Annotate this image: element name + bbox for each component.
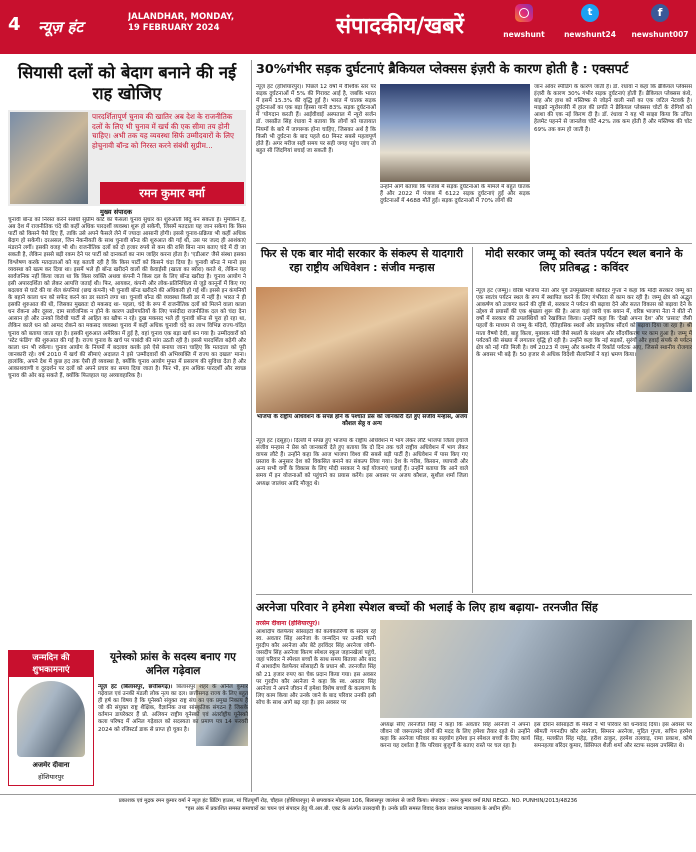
road-caption: उन्होंने आगे बताया कि पंजाब में सड़क दुर्घटनाओं के मामले में बहुत घातक हैं और 2022 में पंजाब में 6122 सड़क दुर्घटनाएं हुईं और सड़क दुर्घटनाओं में 4688 मौतें हुईं। सड़क दुर्घटनाओं में 70% लोगों की [380,184,530,205]
unesco-body [98,684,248,790]
modi-headline: फिर से एक बार मोदी सरकार के संकल्प से यादगारी रहा राष्ट्रीय अधिवेशन : संजीव मन्हास [260,247,464,274]
footer-disclaimer: *इस अंक में प्रकाशित समस्त समाचारों का चयन एवं संपादन हेतु पी.आर.बी. एक्ट के अंतर्गत उत्तरदायी है। उनके प्रति समस्त विवाद केवल जालंधर न्यायालय के अधीन होंगे। [185,806,511,812]
author-name: रमन कुमार वर्मा [100,182,244,204]
birthday-title-line1: जन्मदिन की [32,653,70,663]
birthday-title-line2: शुभकामनाएं [32,665,70,675]
road-col3: जान ओवर स्पीडिंग के कारण जाती है। डॉ. रंधावा ने कहा कि ब्रैकियल प्लेक्सस इंज़री के कारण 30% गंभीर सड़क दुर्घटनाएं होती हैं। ब्रैकियल प्लेक्सस कंधे, बांह और हाथ को मस्तिष्क से जोड़ने वाली नसों का एक जटिल नेटवर्क है। माइक्रो न्यूरोसर्जरी में हाल की प्रगति ने ब्रैकियल प्लेक्सस चोटों के रोगियों को आशा की एक नई किरण दी है। डॉ. रंधावा ने यह भी साझा किया कि उचित हेलमेट पहनने से जानलेवा चोटें 42% तक कम होती हैं और मस्तिष्क की चोट 69% तक कम हो जाती है। [534,84,692,133]
masthead [0,0,696,54]
dateline-date: 19 FEBRUARY 2024 [128,23,220,33]
arneja-col1: आशादीप वेलफेयर सोसाइटी की कार्यकारिणी के सदस्य रहे स्व. अवतार सिंह अरनेजा के जन्मदिन पर उनकी पत्नी गुरदीप कौर अरनेजा और बेटे हरविंदर सिंह अरनेजा जोगी-जसदीप सिंह अरनेजा किरण स्पेशल स्कूल जहानखेलां पहुंचे, जहां परिवार ने स्पेशल बच्चों के साथ समय बिताया और बाद में आशादीप वेलफेयर सोसाइटी के प्रधान श्री. तरनजीत सिंह को 21 हजार रुपए का चेक प्रदान किया गया। इस अवसर पर गुरदीप कौर अरनेजा ने कहा कि स्व. अवतार सिंह अरनेजा ने अपने जीवन में हमेशा विशेष बच्चों के कल्याण के लिए काम किया और उनके जाने के बाद परिवार उनकी इसी सोच के साथ आगे बढ़ रहा है। इस अवसर पर [256,629,376,706]
twitter-icon: t [581,4,599,22]
editorial-body: चुनावी बॉन्ड को निरस्त करने संबंधी सुप्रीम कोर्ट का फैसला चुनाव सुधार का शुरुआती बिंदु बन सकता है। मुमकिन है, अब देश में राजनीतिक चंदे की कहीं अधिक पारदर्शी व्यवस्था शुरू हो सकेगी, जिसमें मतदाता यह जान सकेगा कि किस पार्टी को किसने पैसे दिए हैं, ताकि उसे अपने फैसले लेने में ज्यादा आसानी होगी। इससे चुनाव-प्रक्रिया भी कहीं अधिक बेदाग हो सकेगी। दरअसल, जिन नेकनीयती के साथ चुनावी बॉन्ड की शुरुआत की गई थी, उस पर जल्द ही आशंकाएं मंडराने लगीं। इसकी वजह भी थी। राजनीतिक दलों को दो हजार रुपये से कम की राशि बिना नाम बताए चंदे में दी जा सकती है, लेकिन इससे बड़ी रकम देने पर पार्टी को दानकर्ता का नाम जाहिर करना होता है। 'एडीआर' जैसे संस्था इसका विश्लेषण करके मतदाताओं को यह बताती रही है कि किस पार्टी को किसने चंदा दिया है। चुनावी बॉन्ड ने मानो इस व्यवस्था को खत्म कर दिया था। इसमें भले ही बॉन्ड खरीदने वालों की केवाईसी (खाता का ब्योरा) करते थे, लेकिन यह सार्वजनिक नहीं किया जाता था कि किस व्यक्ति अथवा कंपनी ने किस दल के लिए बॉन्ड खरीदा है। चुनाव आयोग ने इसी अपारदर्शिता को लेकर आपत्ति जताई थी। फिर, आयकर, कंपनी और लोक-प्रतिनिधित्व से जुड़े कानूनों में किए गए बदलाव से घाटे की या शेल कंपनियां (छद्म कंपनी) भी चुनावी बॉन्ड खरीदने की अधिकारी हो गई थीं। इससे इन कंपनियों के बहाने काला धन को सफेद करने का डर सताने लगा था। चुनावी बॉन्ड की व्यवस्था किसी डर में नहीं है। भारत ने ही इसकी शुरुआत की थी, जिसका मुख्यतः दो मकसद था- पहला, चंदे के रूप में राजनीतिक दलों को मिलने वाला काला धन रोकना और दूसरा, दाम सार्वजनिक न होने के कारण उद्योगपतियों के लिए पसंदीदा राजनीतिक दल को चंदा देना आसान हो और उनको विरोधी पार्टी से आहित का खौफ न रहे। दुख मकसद भले ही चुनावी बॉन्ड से पूरा हो रहा था, लेकिन काले धन को आमद रोकने का मकसद व्यवस्था चुनाव में कहीं अधिक चुनावी चंदे का लाभ विभिन्न राज्य-चंदित चुनाव को बताया जाता रहा है। इसकी शुरुआत अमेरिका में हुई है, वहां चुनाव एक बड़ा खर्च बन गया है। उम्मीदवारों को 'स्टेट फंडिंग' की शुरुआत की गई है। राज्य चुनाव के खर्च पर पाबंदी की मांग उठती रही है। इससे पारदर्शिता बढ़ेगी और काला धन भी रुकेगा। चुनाव आयोग के नियमों में बदलाव करके इसे ऐसे बनाया जाना चाहिए कि मतदाता को पूरी जानकारी रहे। वर्ष 2010 में खर्च की सीमाएं अदालत ने इसे 'उम्मीदवारों की अभिव्यक्ति में राज्य का दखल' माना। हालांकि, अपने देश में कुछ हद तक ऐसी ही व्यवस्था है, क्योंकि चुनाव आयोग मुफ्त में प्रसारण की सुविधा देता है और आकाशवाणी व दूरदर्शन पर दलों को अपने प्रचार का समय दिया जाता है। फिर भी, हम अधिक पारदर्शी और स्वच्छ चुनाव की ओर बढ़ सकते हैं, क्योंकि फिलहाल यह अव्यावहारिक है। [8,217,246,380]
road-photo [380,84,530,182]
social-facebook[interactable] [626,4,694,50]
modi-body: न्यूज़ हंट (दसूहा)। दिल्ली में संपन्न हुए भाजपा के राष्ट्रीय अधिवेशन में भाग लेकर लौटे भाजपा जिला इंचार्ज संजीव मन्हास ने प्रेस को जानकारी देते हुए बताया कि दो दिन तक चले राष्ट्रीय अधिवेशन में भाग लेकर वापस लौटे हैं। उन्होंने कहा कि आज भाजपा विश्व की सबसे बड़ी पार्टी है। अधिवेशन में पास किए गए प्रस्ताव के अनुसार देश को विकसित बनाने का संकल्प लिया गया। देश के गरीब, किसान, व्यापारी और अन्य सभी वर्गों के विकास के लिए मोदी सरकार ने कई योजनाएं चलाई हैं। उन्होंने बताया कि आने वाले समय में इन योजनाओं को पहुंचाने का प्रयास करेंगे। इस अवसर पर अजय कौशल, सुशील शर्मा जिला अध्यक्ष जालंधर आदि मौजूद थे। [256,438,468,487]
modi-caption: भाजपा के राष्ट्रीय अधिवेशन के संपन्न होने के पश्चात प्रेस को जानकारी देते हुए संजीव मन्हास, अजय कौशल सेठ्ठ व अन्य [256,414,468,428]
section-divider [256,243,692,244]
arneja-col3: इस दौरान सोसाइटी के मेंबरों ने भी परिवार को धन्यवाद दिया। इस अवसर पर श्रीमती गगनदीप कौर अरनेजा, सिमरन अरनेजा, मुदित गुप्ता, सचिन हरमेश सिंह, मलकीत सिंह महेड़, हरीश ठाकुर, हरमेश तलवाड़, रामा प्रकाश, कोषे समनहत्या बरिंदर कुमार, प्रिंसिपल शैली शर्मा और स्टाफ सदस्य उपस्थित थे। [534,722,692,750]
footer-imprint: प्रकाशक एवं मुद्रक रमन कुमार वर्मा ने न्यूज़ हंट प्रिंटिंग हाउस, मां चिंतपूर्णी रोड़, चौहाल (होशियारपुर) से छपवाकर मोहल्ला 106, बिलासपुर जालंधर से जारी किया। संपादक : रमन कुमार वर्मा RNI REGD. NO. PUNHIN/2013/48236 [118,798,578,804]
social-handle: newshunt24 [564,30,616,39]
author-photo [10,112,88,204]
birthday-place: होशियारपुर [38,773,64,781]
birthday-photo [17,681,85,757]
modi-photo [256,287,468,413]
social-bar [492,2,696,52]
birthday-name: अजमेर दीवाना [32,761,70,769]
editorial-intro-box [8,110,246,206]
column-divider [251,60,252,792]
social-handle: newshunt [503,30,545,39]
unesco-byline: न्यूज़ हंट (बिलासपुर, छत्तीसगढ़)। [98,684,173,690]
tourism-body: न्यूज़ हंट (जम्मू)। वरिष्ठ भाजपा नेता और पूर्व उपमुख्यमंत्री कविंदर गुप्ता ने कहा कि मोदी सरकार जम्मू को एक स्वतंत्र पर्यटन स्थल के रूप में स्थापित करने के लिए गंभीरता से काम कर रही है। जम्मू क्षेत्र को अद्भुत आकर्षण को उजागर करने की दृष्टि से, सरकार ने पर्यटन की बढ़ावा देने और सतत विकास को बढ़ावा देने के उद्देश्य से प्रयासों की एक श्रृंखला शुरू की है। आज यहां जारी एक बयान में, वरिष्ठ भाजपा नेता ने बीते नौ वर्षों में सरकार की उपलब्धियों को रेखांकित किया। उन्होंने कहा कि 'देखो अपना देश' और 'प्रसाद' जैसी पहलों के माध्यम से जम्मू के मंदिरों, ऐतिहासिक स्थलों और प्राकृतिक सौंदर्य को बढ़ावा दिया जा रहा है। श्री माता वैष्णो देवी, बाहु किला, मुबारक मंडी जैसे स्थलों के संरक्षण और सौंदर्यीकरण पर काम हुआ है। जम्मू में पर्यटकों की संख्या में लगातार वृद्धि हो रही है। उन्होंने कहा कि नई सड़कों, सुरंगों और हवाई संपर्क से पर्यटन क्षेत्र को नई गति मिली है। वर्ष 2023 में जम्मू और कश्मीर में रिकॉर्ड पर्यटक आए, जिससे स्थानीय रोजगार के अवसर भी बढ़े हैं। 50 हजार से अधिक विदेशी सैलानियों ने यहां भ्रमण किया। [476,288,692,358]
arneja-byline: तरसेम दीवाना (होशियारपुर)। [256,620,320,627]
editorial-intro: पारदर्शितापूर्ण चुनाव की खातिर अब देश के राजनीतिक दलों के लिए भी चुनाव में खर्च की एक सीमा तय होनी चाहिए। अभी तक यह व्यवस्था सिर्फ उम्मीदवारों के लिए होचुनावी बॉन्ड को निरस्त करने संबंधी सुप्रीम... [92,112,235,150]
paper-name: न्यूज़ हंट [38,18,84,36]
paper-logo [38,8,128,48]
dateline [128,12,238,44]
column-divider-2 [472,247,473,593]
instagram-icon [515,4,533,22]
social-twitter[interactable] [558,4,622,50]
facebook-icon: f [651,4,669,22]
birthday-title [9,651,93,677]
tourism-headline: मोदी सरकार जम्मू को स्वतंत्र पर्यटन स्थल बनाने के लिए प्रतिबद्ध : कविंदर [485,247,683,274]
road-col1: न्यूज़ हंट (होशियारपुर)। पिछले 12 वर्षों में वैश्विक स्तर पर सड़क दुर्घटनाओं में 5% की गिरावट आई है, जबकि भारत में इसमें 15.3% की वृद्धि हुई है। भारत में घातक सड़क दुर्घटनाओं का एक बड़ा हिस्सा यानी 83% सड़क दुर्घटनाओं में 'योगदान करती हैं। आईवीवाई अस्पताल में न्यूरो सर्जन डॉ. जसप्रीत सिंह रंधावा ने बताया कि लोगों को यातायात नियमों के बारे में जागरूक होना चाहिए, जिसका अर्थ है कि किसी भी दुर्घटना के बाद पहले 60 मिनट सबसे महत्वपूर्ण होते हैं। अगर मरीज सही समय पर सही जगह पहुंच जाए तो बहुत सी जिंदगियां बचाई जा सकती हैं। [256,84,376,154]
dateline-place: JALANDHAR, MONDAY, [128,12,235,22]
social-handle: newshunt007 [631,30,689,39]
unesco-text: बिलासपुर शहर के अनिल कुमार गढ़ेवाल एवं उनकी मंडली लोक नृत्य का दल। छत्तीसगढ़ राज्य के लिए बहुत ही हर्ष का विषय है कि यूनेस्को संयुक्त राष्ट्र संघ का एक प्रमुख निकाय है जो की संयुक्त राष्ट्र शैक्षिक, वैज्ञानिक तथा सांस्कृतिक संगठन है जिसके वर्तमान डायरेक्टर हैं प्रो. अलियन राष्ट्रीय यूनेस्को एवं अंतर्राष्ट्रीय यूनेस्को कला परिषद में अनिल गढ़ेवाल को सदस्यता का प्रमाण पत्र 14 फरवरी 2024 को रजिस्टर्ड डाक से प्राप्त हो चुका है। [98,684,248,733]
author-role: मुख्य संपादक [100,208,132,216]
page-number: 4 [8,14,21,35]
arneja-headline: अरनेजा परिवार ने हमेशा स्पेशल बच्चों की भलाई के लिए हाथ बढ़ाया- तरनजीत सिंह [256,601,598,614]
arneja-photo [380,620,692,718]
social-instagram[interactable] [494,4,554,50]
section-divider-2 [256,594,692,595]
unesco-headline: यूनेस्को फ्रांस के सदस्य बनाए गए अनिल गढ़ेवाल [110,651,236,677]
birthday-box [8,650,94,786]
road-headline: 30%गंभीर सड़क दुर्घटनाएं ब्रैकियल प्लेक्सस इंज़री के कारण होती है : एक्सपर्ट [256,62,629,77]
editorial-headline: सियासी दलों को बेदाग बनाने की नई राह खोजिए [17,63,237,103]
arneja-col2: अध्यक्ष सीए तरनजीत सिंह ने कहा कि अवतार सिंह अरनेजा ने अपना जीवन जो जरूरतमंद लोगों की मदद के लिए हमेशा तैयार रहते थे। उन्होंने कहा कि अरनेजा परिवार का सहयोग हमेशा इन स्पेशल बच्चों के लिए कार्य करना यह दर्शाता है कि परिवार बुजुर्गों के बताए रास्ते पर चल रहा है। [380,722,530,750]
footer [0,794,696,824]
section-title: संपादकीय/खबरें [336,14,464,39]
